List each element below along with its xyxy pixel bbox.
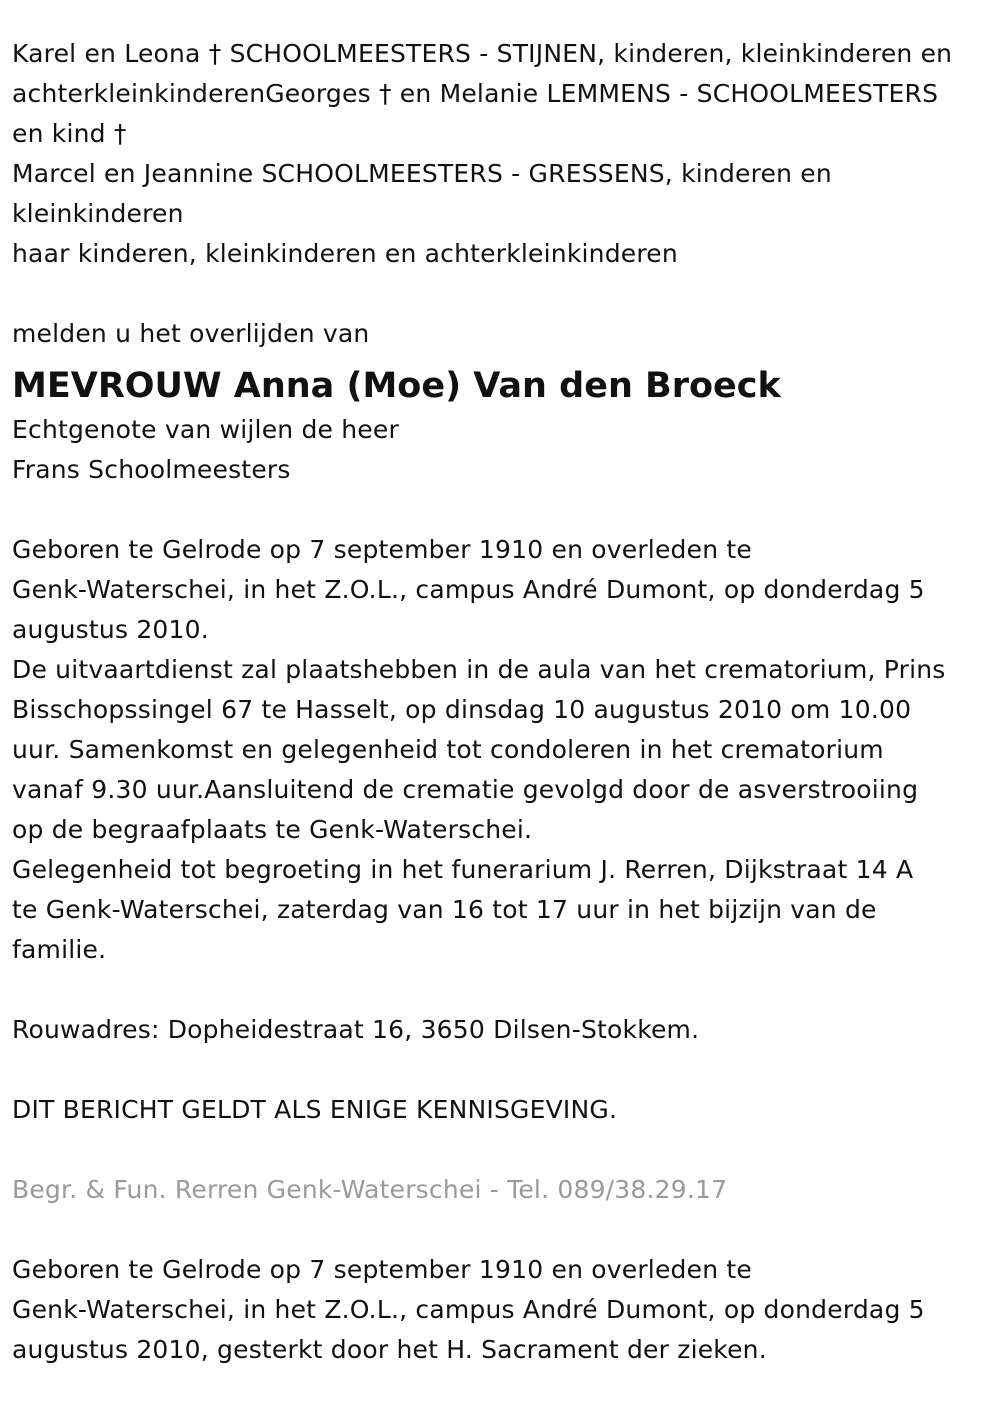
details-line: familie.	[12, 935, 107, 964]
details-line: uur. Samenkomst en gelegenheid tot condoleren in het crematorium	[12, 735, 884, 764]
mourning-address: Rouwadres: Dopheidestraat 16, 3650 Dilsen-Stokkem.	[12, 1015, 700, 1044]
family-block	[12, 34, 988, 274]
footer-block	[12, 1250, 988, 1370]
spacer	[12, 1050, 988, 1090]
announcement-text: melden u het overlijden van	[12, 319, 370, 348]
family-line: kleinkinderen	[12, 199, 184, 228]
details-line: Genk-Waterschei, in het Z.O.L., campus André Dumont, op donderdag 5	[12, 575, 925, 604]
family-line: haar kinderen, kleinkinderen en achterkleinkinderen	[12, 239, 678, 268]
spacer	[12, 970, 988, 1010]
notice-text: DIT BERICHT GELDT ALS ENIGE KENNISGEVING.	[12, 1095, 618, 1124]
details-line: Bisschopssingel 67 te Hasselt, op dinsdag 10 augustus 2010 om 10.00	[12, 695, 912, 724]
footer-line: Genk-Waterschei, in het Z.O.L., campus André Dumont, op donderdag 5	[12, 1295, 925, 1324]
spacer	[12, 490, 988, 530]
details-line: augustus 2010.	[12, 615, 209, 644]
details-line: op de begraafplaats te Genk-Waterschei.	[12, 815, 533, 844]
deceased-name: MEVROUW Anna (Moe) Van den Broeck	[12, 366, 781, 406]
details-line: De uitvaartdienst zal plaatshebben in de aula van het crematorium, Prins	[12, 655, 946, 684]
spacer	[12, 1210, 988, 1250]
family-line: achterkleinkinderenGeorges † en Melanie LEMMENS - SCHOOLMEESTERS	[12, 79, 939, 108]
undertaker-contact: Begr. & Fun. Rerren Genk-Waterschei - Tel. 089/38.29.17	[12, 1175, 728, 1204]
family-line: Marcel en Jeannine SCHOOLMEESTERS - GRESSENS, kinderen en	[12, 159, 832, 188]
footer-line: augustus 2010, gesterkt door het H. Sacrament der zieken.	[12, 1335, 767, 1364]
spacer	[12, 274, 988, 314]
spouse-block	[12, 410, 988, 490]
spouse-line: Echtgenote van wijlen de heer	[12, 415, 399, 444]
spacer	[12, 1130, 988, 1170]
footer-line: Geboren te Gelrode op 7 september 1910 en overleden te	[12, 1255, 752, 1284]
spouse-line: Frans Schoolmeesters	[12, 455, 291, 484]
details-line: te Genk-Waterschei, zaterdag van 16 tot 17 uur in het bijzijn van de	[12, 895, 877, 924]
details-line: Gelegenheid tot begroeting in het funerarium J. Rerren, Dijkstraat 14 A	[12, 855, 914, 884]
details-line: vanaf 9.30 uur.Aansluitend de crematie gevolgd door de asverstrooiing	[12, 775, 919, 804]
family-line: Karel en Leona † SCHOOLMEESTERS - STIJNEN, kinderen, kleinkinderen en	[12, 39, 953, 68]
family-line: en kind †	[12, 119, 127, 148]
details-block	[12, 530, 988, 970]
details-line: Geboren te Gelrode op 7 september 1910 en overleden te	[12, 535, 752, 564]
